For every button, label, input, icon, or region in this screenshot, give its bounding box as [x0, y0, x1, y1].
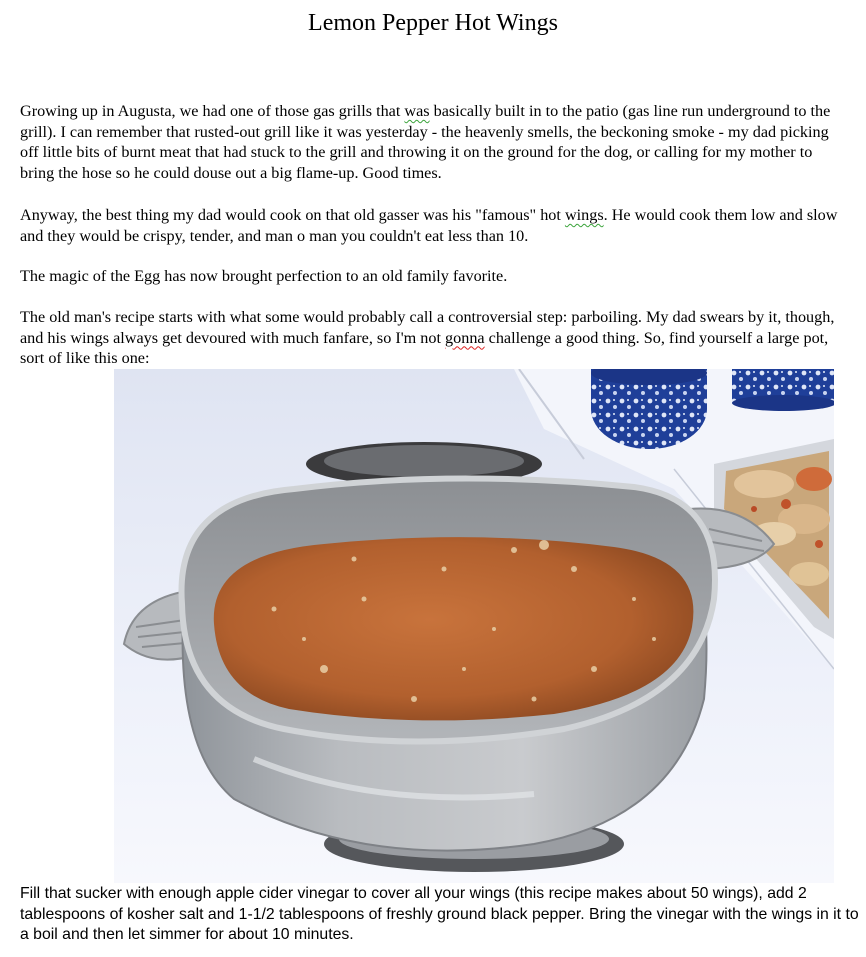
paragraph-intro-text-b: basically built in to the patio (gas line run underground to the grill). I can remember that rusted-out grill like it was yesterday - the heavenly smells, the beckoning smoke - my dad picking off little bits of burnt meat that had stuck to the grill and throwing it on the ground for the dog, or calling for my mother to bring the hose so he could douse out a big flame-up. Good times.	[20, 102, 831, 182]
document-title: Lemon Pepper Hot Wings	[308, 10, 558, 36]
paragraph-hot-wings-text-a: Anyway, the best thing my dad would cook on that old gasser was his "famous" hot	[20, 206, 565, 224]
spelling-flag-gonna[interactable]: gonna	[445, 328, 485, 347]
recipe-step-text: Fill that sucker with enough apple cider vinegar to cover all your wings (this recipe makes about 50 wings), add 2 tablespoons of kosher salt and 1-1/2 tablespoons of freshly ground black pepper. Bring the vinegar with the wings in it to a boil and then let simmer for about 10 minutes.	[20, 885, 859, 943]
paragraph-parboiling	[20, 307, 850, 369]
paragraph-egg: The magic of the Egg has now brought perfection to an old family favorite.	[20, 267, 508, 285]
paragraph-hot-wings-text-b: . He would cook them low and slow and they would be crispy, tender, and man o man you couldn't eat less than 10.	[20, 206, 838, 245]
paragraph-parboiling-text-a: The old man's recipe starts with what some would probably call a controversial step: parboiling. My dad swears by it, though, and his wings always get devoured with much fanfare, so I'm not	[20, 308, 835, 347]
paragraph-hot-wings	[20, 205, 850, 246]
paragraph-intro	[20, 101, 850, 183]
paragraph-intro-text-a: Growing up in Augusta, we had one of those gas grills that	[20, 102, 405, 120]
pot-photo-drawing	[114, 369, 834, 883]
paragraph-parboiling-text-b: challenge a good thing. So, find yourself a large pot, sort of like this one:	[20, 328, 829, 367]
grammar-flag-was[interactable]: was	[404, 102, 430, 120]
grammar-flag-wings[interactable]: wings	[564, 206, 604, 224]
photo-pot-of-vinegar	[114, 369, 834, 883]
